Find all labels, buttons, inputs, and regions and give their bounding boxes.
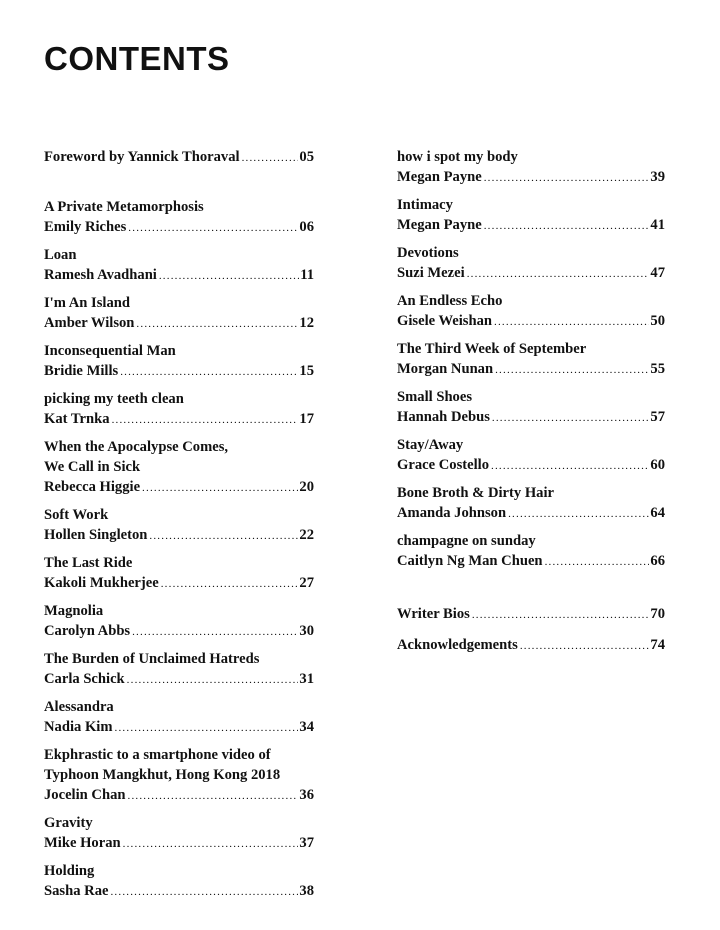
- entry-title: The Third Week of September: [397, 341, 587, 357]
- dot-leader: [242, 148, 299, 168]
- page-number: 36: [299, 787, 314, 803]
- page-number: 12: [299, 315, 314, 331]
- toc-entry[interactable]: [397, 483, 665, 524]
- entry-author: Nadia Kim: [44, 719, 113, 735]
- toc-entry[interactable]: [44, 437, 314, 498]
- entry-title: champagne on sunday: [397, 533, 536, 549]
- entry-author-line: [44, 409, 314, 430]
- back-matter-line: [397, 604, 665, 625]
- entry-author-line: [44, 669, 314, 690]
- toc-entry[interactable]: [44, 505, 314, 546]
- toc-entry[interactable]: [44, 861, 314, 902]
- entry-author: Sasha Rae: [44, 883, 109, 899]
- dot-leader: [508, 504, 649, 524]
- foreword-label: Foreword by Yannick Thoraval: [44, 149, 240, 165]
- entry-author: Mike Horan: [44, 835, 121, 851]
- dot-leader: [112, 410, 299, 430]
- dot-leader: [161, 574, 299, 594]
- entry-title: Small Shoes: [397, 389, 473, 405]
- entry-title: Gravity: [44, 815, 93, 831]
- page-number: 57: [650, 409, 665, 425]
- page-number: 47: [650, 265, 665, 281]
- dot-leader: [128, 218, 298, 238]
- dot-leader: [491, 456, 649, 476]
- entry-author-line: [44, 525, 314, 546]
- entry-title: Ekphrastic to a smartphone video of: [44, 747, 271, 763]
- dot-leader: [520, 636, 650, 656]
- toc-left-entries: [44, 197, 314, 902]
- toc-entry-foreword[interactable]: [44, 147, 314, 168]
- entry-author-line: [397, 311, 665, 332]
- dot-leader: [484, 216, 650, 236]
- dot-leader: [127, 670, 299, 690]
- entry-author: Kakoli Mukherjee: [44, 575, 159, 591]
- entry-author-line: [44, 833, 314, 854]
- toc-left-column: [44, 147, 314, 909]
- toc-right-column: [397, 147, 665, 666]
- page-number: 17: [299, 411, 314, 427]
- entry-author: Megan Payne: [397, 169, 482, 185]
- entry-author-line: [44, 573, 314, 594]
- toc-entry[interactable]: [397, 339, 665, 380]
- dot-leader: [545, 552, 650, 572]
- dot-leader: [136, 314, 298, 334]
- dot-leader: [467, 264, 650, 284]
- entry-title: We Call in Sick: [44, 459, 141, 475]
- toc-entry[interactable]: [44, 197, 314, 238]
- toc-entry[interactable]: [44, 649, 314, 690]
- entry-title: When the Apocalypse Comes,: [44, 439, 229, 455]
- entry-author: Kat Trnka: [44, 411, 110, 427]
- page-number: 50: [650, 313, 665, 329]
- toc-entry[interactable]: [44, 745, 314, 806]
- page-number: 74: [650, 637, 665, 653]
- toc-entry[interactable]: [397, 243, 665, 284]
- foreword-line: [44, 147, 314, 168]
- toc-entry[interactable]: [44, 813, 314, 854]
- entry-author: Gisele Weishan: [397, 313, 493, 329]
- dot-leader: [159, 266, 299, 286]
- entry-author: Carla Schick: [44, 671, 125, 687]
- toc-entry-back-matter[interactable]: [397, 604, 665, 625]
- toc-entry[interactable]: [44, 697, 314, 738]
- dot-leader: [120, 362, 298, 382]
- page-number: 55: [650, 361, 665, 377]
- entry-author: Amanda Johnson: [397, 505, 507, 521]
- entry-author: Hannah Debus: [397, 409, 490, 425]
- entry-title: An Endless Echo: [397, 293, 503, 309]
- page-number: 60: [650, 457, 665, 473]
- back-matter-label: Acknowledgements: [397, 637, 518, 653]
- entry-title: Bone Broth & Dirty Hair: [397, 485, 555, 501]
- page-number: 22: [299, 527, 314, 543]
- toc-entry[interactable]: [44, 553, 314, 594]
- dot-leader: [115, 718, 299, 738]
- dot-leader: [495, 360, 649, 380]
- entry-author: Emily Riches: [44, 219, 127, 235]
- toc-entry-back-matter[interactable]: [397, 635, 665, 656]
- entry-title: The Last Ride: [44, 555, 133, 571]
- entry-author: Hollen Singleton: [44, 527, 148, 543]
- entry-author-line: [397, 167, 665, 188]
- page-number: 05: [299, 149, 314, 165]
- entry-title: A Private Metamorphosis: [44, 199, 204, 215]
- dot-leader: [142, 478, 298, 498]
- entry-title: picking my teeth clean: [44, 391, 184, 407]
- entry-author-line: [44, 217, 314, 238]
- toc-entry[interactable]: [397, 387, 665, 428]
- entry-title: how i spot my body: [397, 149, 518, 165]
- entry-title: I'm An Island: [44, 295, 130, 311]
- entry-author-line: [397, 359, 665, 380]
- entry-author: Morgan Nunan: [397, 361, 494, 377]
- toc-entry[interactable]: [44, 245, 314, 286]
- page-number: 15: [299, 363, 314, 379]
- toc-entry[interactable]: [397, 147, 665, 188]
- entry-title: Magnolia: [44, 603, 104, 619]
- entry-author-line: [397, 263, 665, 284]
- page-number: 41: [650, 217, 665, 233]
- entry-title: Typhoon Mangkhut, Hong Kong 2018: [44, 767, 281, 783]
- entry-author: Grace Costello: [397, 457, 489, 473]
- dot-leader: [132, 622, 298, 642]
- entry-author: Rebecca Higgie: [44, 479, 141, 495]
- entry-author-line: [44, 621, 314, 642]
- page-number: 06: [299, 219, 314, 235]
- entry-author-line: [397, 455, 665, 476]
- entry-author-line: [397, 215, 665, 236]
- page-number: 70: [650, 606, 665, 622]
- toc-entry[interactable]: [44, 389, 314, 430]
- entry-title: Intimacy: [397, 197, 453, 213]
- entry-author: Megan Payne: [397, 217, 482, 233]
- toc-entry[interactable]: [397, 195, 665, 236]
- back-matter-label: Writer Bios: [397, 606, 470, 622]
- page-title: CONTENTS: [44, 40, 230, 77]
- entry-title: Stay/Away: [397, 437, 464, 453]
- dot-leader: [494, 312, 649, 332]
- dot-leader: [110, 882, 298, 902]
- toc-entry[interactable]: [44, 293, 314, 334]
- toc-entry[interactable]: [44, 341, 314, 382]
- page-number: 30: [299, 623, 314, 639]
- entry-author-line: [44, 717, 314, 738]
- toc-entry[interactable]: [397, 531, 665, 572]
- entry-author-line: [397, 407, 665, 428]
- dot-leader: [472, 605, 650, 625]
- entry-title: Loan: [44, 247, 77, 263]
- entry-author-line: [397, 503, 665, 524]
- entry-author-line: [44, 313, 314, 334]
- toc-back-matter: [397, 604, 665, 656]
- back-matter-line: [397, 635, 665, 656]
- entry-author-line: [44, 477, 314, 498]
- entry-title: Soft Work: [44, 507, 109, 523]
- page-number: 31: [299, 671, 314, 687]
- page-number: 39: [650, 169, 665, 185]
- dot-leader: [484, 168, 650, 188]
- entry-author-line: [44, 785, 314, 806]
- entry-author: Jocelin Chan: [44, 787, 126, 803]
- entry-title: Alessandra: [44, 699, 114, 715]
- entry-author: Suzi Mezei: [397, 265, 465, 281]
- toc-entry[interactable]: [44, 601, 314, 642]
- dot-leader: [123, 834, 299, 854]
- dot-leader: [149, 526, 298, 546]
- entry-author: Ramesh Avadhani: [44, 267, 157, 283]
- toc-entry[interactable]: [397, 291, 665, 332]
- page-number: 38: [299, 883, 314, 899]
- dot-leader: [128, 786, 299, 806]
- page-number: 66: [650, 553, 665, 569]
- page-number: 37: [299, 835, 314, 851]
- entry-author: Amber Wilson: [44, 315, 135, 331]
- toc-entry[interactable]: [397, 435, 665, 476]
- page-number: 27: [299, 575, 314, 591]
- page-number: 11: [300, 267, 314, 283]
- entry-title: Devotions: [397, 245, 459, 261]
- entry-title: Inconsequential Man: [44, 343, 176, 359]
- page-number: 34: [299, 719, 314, 735]
- page-number: 64: [650, 505, 665, 521]
- entry-author-line: [44, 361, 314, 382]
- entry-author: Caitlyn Ng Man Chuen: [397, 553, 543, 569]
- entry-title: The Burden of Unclaimed Hatreds: [44, 651, 260, 667]
- dot-leader: [492, 408, 650, 428]
- entry-author-line: [397, 551, 665, 572]
- entry-author-line: [44, 881, 314, 902]
- entry-title: Holding: [44, 863, 95, 879]
- toc-right-entries: [397, 147, 665, 572]
- page-number: 20: [299, 479, 314, 495]
- entry-author: Carolyn Abbs: [44, 623, 131, 639]
- entry-author: Bridie Mills: [44, 363, 119, 379]
- entry-author-line: [44, 265, 314, 286]
